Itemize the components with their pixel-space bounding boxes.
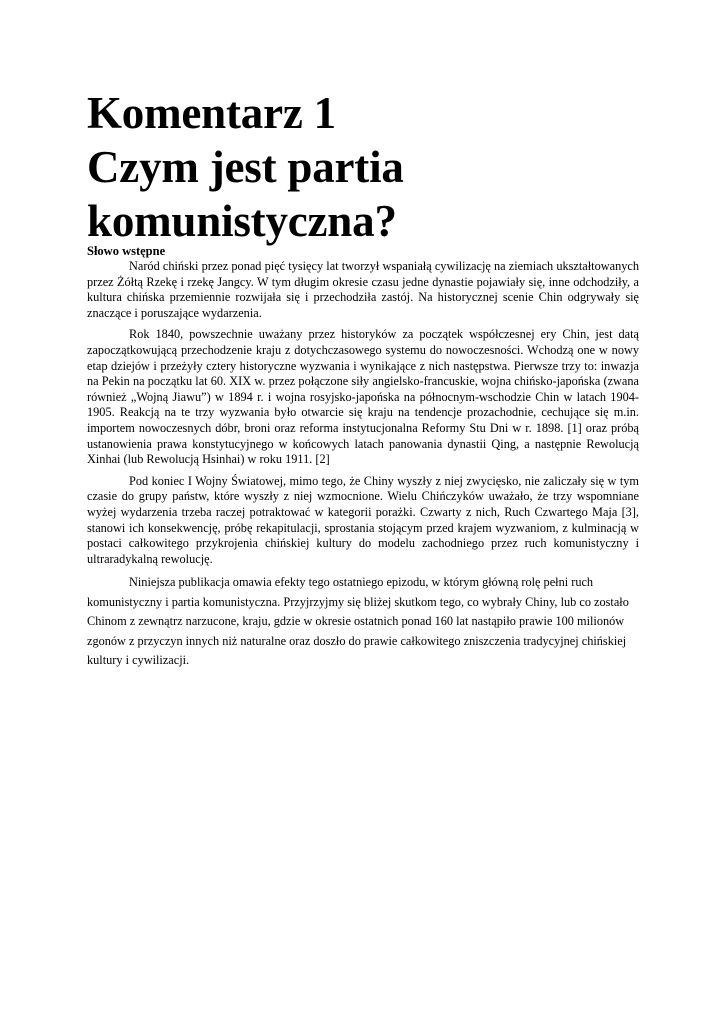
title-line-3: komunistyczna? [87, 196, 397, 246]
section-heading: Słowo wstępne [87, 244, 166, 258]
paragraph-4: Niniejsza publikacja omawia efekty tego ostatniego epizodu, w którym główną rolę pełni ruch komunistyczny i partia komunistyczna. Przyjrzyjmy się bliżej skutkom tego, co wybrały Chiny, lub co zostało Chinom z zewnątrz narzucone, kraju, gdzie w okresie ostatnich ponad 160 lat nastąpiło prawie 100 milionów zgonów z przyczyn innych niż naturalne oraz doszło do prawie całkowitego zniszczenia tradycyjnej chińskiej kultury i cywilizacji. [87, 575, 629, 668]
title-line-2: Czym jest partia [87, 142, 404, 192]
title-line-1: Komentarz 1 [87, 88, 336, 138]
paragraph-2: Rok 1840, powszechnie uważany przez historyków za początek współczesnej ery Chin, jest datą zapoczątkowującą przechodzenie kraju z dotychczasowego systemu do nowoczesności. Wchodzą one w nowy etap dziejów i przeżyły cztery historyczne wyzwania i wynikające z nich następstwa. Pierwsze trzy to: inwazja na Pekin na początku lat 60. XIX w. przez połączone siły angielsko-francuskie, wojna chińsko-japońska (zwana również „Wojną Jiawu”) w 1894 r. i wojna rosyjsko-japońska na północnym-wschodzie Chin w latach 1904-1905. Reakcją na te trzy wyzwania było otwarcie się kraju na tendencje prozachodnie, cechujące się m.in. importem nowoczesnych dóbr, broni oraz reforma instytucjonalna Reformy Stu Dni w r. 1898. [1] oraz próbą ustanowienia prawa konstytucyjnego w końcowych latach panowania dynastii Qing, a następnie Rewolucją Xinhai (lub Rewolucją Hsinhai) w roku 1911. [2] [87, 327, 639, 467]
paragraph-3: Pod koniec I Wojny Światowej, mimo tego, że Chiny wyszły z niej zwycięsko, nie zaliczały się w tym czasie do grupy państw, które wyszły z niej wzmocnione. Wielu Chińczyków uważało, że trzy wspomniane wyżej wydarzenia trzeba raczej potraktować w kategorii porażki. Czwarty z nich, Ruch Czwartego Maja [3], stanowi ich konsekwencję, próbę rekapitulacji, sprostania stojącym przed krajem wyzwaniom, z kulminacją w postaci całkowitego przykrojenia chińskiej kultury do modelu zachodniego przez ruch komunistyczny i ultraradykalną rewolucję. [87, 473, 639, 566]
paragraph-1: Naród chiński przez ponad pięć tysięcy lat tworzył wspaniałą cywilizację na ziemiach ukształtowanych przez Żółtą Rzekę i rzekę Jangcy. W tym długim okresie czasu jedne dynastie pojawiały się, inne odchodziły, a kultura chińska przemiennie rozwijała się i przechodziła zastój. Na historycznej scenie Chin odgrywały się znaczące i poruszające wydarzenia. [87, 259, 639, 320]
document-page [87, 86, 639, 671]
document-title [87, 86, 639, 248]
